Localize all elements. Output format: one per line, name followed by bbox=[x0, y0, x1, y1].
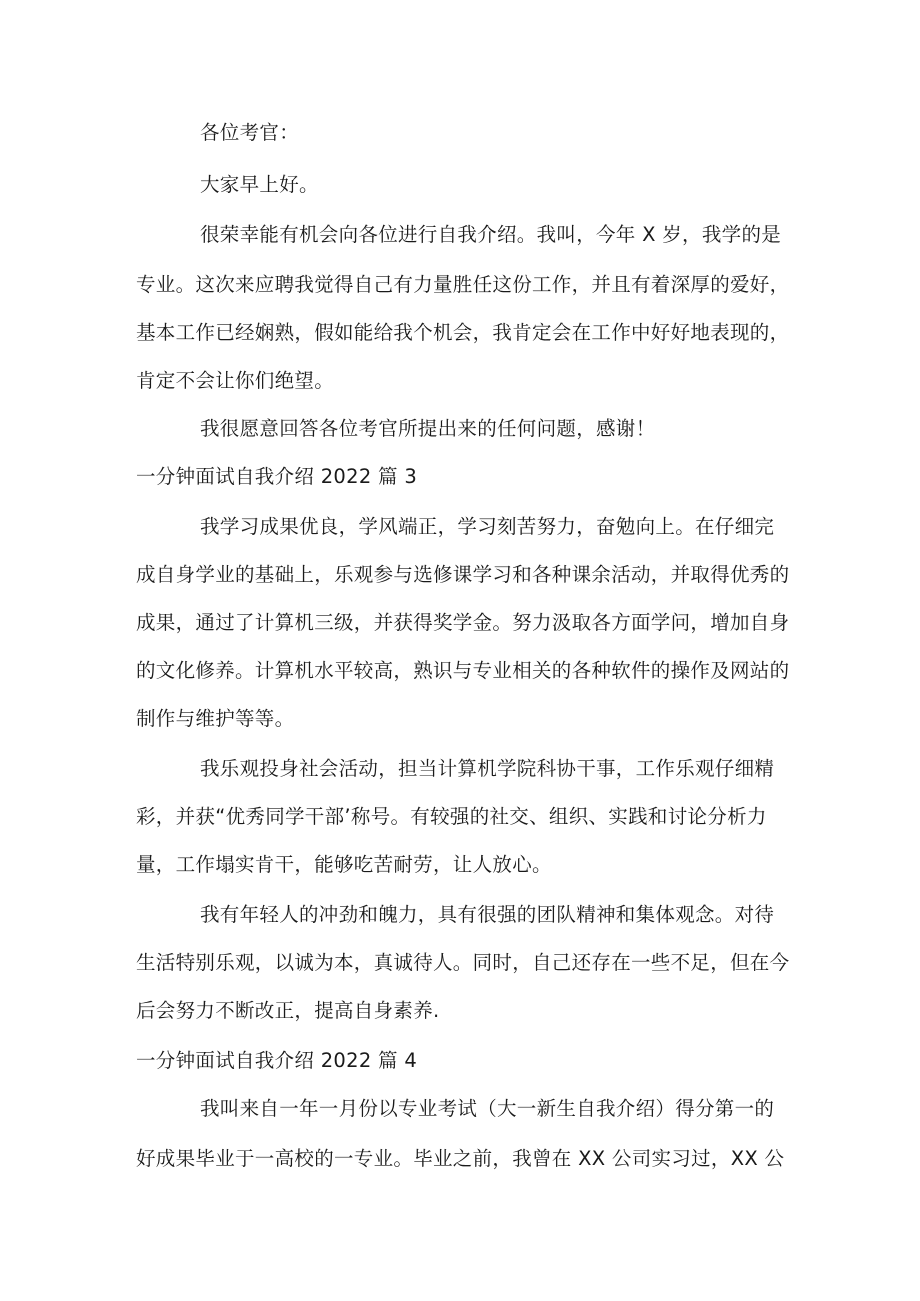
paragraph-line: 好成果毕业于一高校的一专业。毕业之前，我曾在 XX 公司实习过，XX 公 bbox=[136, 1147, 785, 1170]
paragraph-line: 我叫来自一年一月份以专业考试（大一新生自我介绍）得分第一的 bbox=[200, 1097, 775, 1120]
paragraph-line: 量，工作塌实肯干，能够吃苦耐劳，让人放心。 bbox=[136, 853, 552, 876]
paragraph-line: 我学习成果优良，学风端正，学习刻苦努力，奋勉向上。在仔细完 bbox=[200, 515, 775, 538]
greeting-line: 各位考官： bbox=[200, 121, 300, 144]
paragraph-line: 基本工作已经娴熟，假如能给我个机会，我肯定会在工作中好好地表现的， bbox=[136, 321, 790, 344]
morning-line: 大家早上好。 bbox=[200, 173, 319, 196]
section-heading-3: 一分钟面试自我介绍 2022 篇 3 bbox=[136, 465, 418, 488]
paragraph-line: 后会努力不断改正，提高自身素养. bbox=[136, 999, 440, 1022]
paragraph-line: 很荣幸能有机会向各位进行自我介绍。我叫，今年 X 岁，我学的是 bbox=[200, 223, 782, 246]
paragraph-line: 成自身学业的基础上，乐观参与选修课学习和各种课余活动，并取得优秀的 bbox=[136, 563, 790, 586]
paragraph-line: 专业。这次来应聘我觉得自己有力量胜任这份工作，并且有着深厚的爱好， bbox=[136, 273, 790, 296]
paragraph-line: 制作与维护等等。 bbox=[136, 707, 295, 730]
paragraph-line: 成果，通过了计算机三级，并获得奖学金。努力汲取各方面学问，增加自身 bbox=[136, 611, 790, 634]
paragraph-line: 肯定不会让你们绝望。 bbox=[136, 369, 335, 392]
paragraph-line: 我很愿意回答各位考官所提出来的任何问题，感谢！ bbox=[200, 417, 656, 440]
section-heading-4: 一分钟面试自我介绍 2022 篇 4 bbox=[136, 1049, 418, 1072]
paragraph-line: 彩，并获“优秀同学干部’称号。有较强的社交、组织、实践和讨论分析力 bbox=[136, 805, 767, 828]
paragraph-line: 我乐观投身社会活动，担当计算机学院科协干事，工作乐观仔细精 bbox=[200, 757, 775, 780]
paragraph-line: 我有年轻人的冲劲和魄力，具有很强的团队精神和集体观念。对待 bbox=[200, 903, 775, 926]
paragraph-line: 生活特别乐观，以诚为本，真诚待人。同时，自己还存在一些不足，但在今 bbox=[136, 951, 790, 974]
paragraph-line: 的文化修养。计算机水平较高，熟识与专业相关的各种软件的操作及网站的 bbox=[136, 659, 790, 682]
